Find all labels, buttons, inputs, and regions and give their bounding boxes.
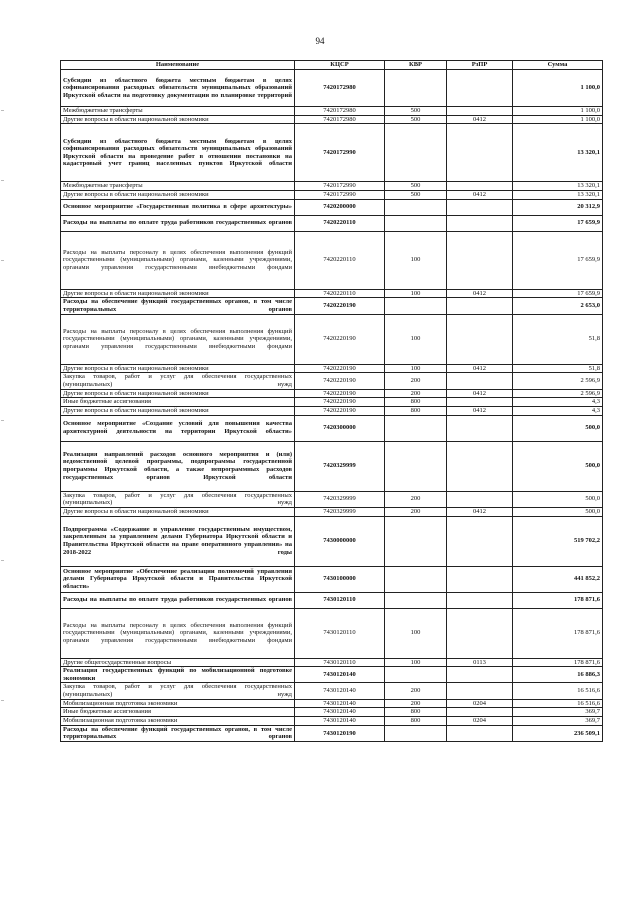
row-sum-cell: 178 871,6 xyxy=(513,608,603,658)
table-row xyxy=(61,566,603,592)
table-row xyxy=(61,491,603,507)
row-name-cell: Иные бюджетные ассигнования xyxy=(61,708,295,717)
page-number: 94 xyxy=(315,36,325,46)
row-kvr-cell xyxy=(385,124,447,182)
table-row xyxy=(61,298,603,314)
column-header-name: Наименование xyxy=(61,61,295,70)
row-kvr-cell xyxy=(385,415,447,441)
column-header-kcsr: КЦСР xyxy=(295,61,385,70)
row-kvr-cell: 500 xyxy=(385,107,447,116)
row-sum-cell: 500,0 xyxy=(513,415,603,441)
row-name-cell: Другие вопросы в области национальной экономики xyxy=(61,389,295,398)
row-sum-cell: 51,8 xyxy=(513,364,603,373)
row-sum-cell: 51,8 xyxy=(513,314,603,364)
row-sum-cell: 500,0 xyxy=(513,491,603,507)
row-kvr-cell: 200 xyxy=(385,683,447,699)
row-rzpr-cell: 0412 xyxy=(447,289,513,298)
table-row xyxy=(61,608,603,658)
table-header-row xyxy=(61,61,603,70)
row-kvr-cell: 200 xyxy=(385,389,447,398)
row-kcsr-cell: 7420220190 xyxy=(295,406,385,415)
row-name-cell: Расходы на выплаты по оплате труда работников государственных органов xyxy=(61,592,295,608)
row-name-cell: Расходы на обеспечение функций государственных органов, в том числе территориальных органов xyxy=(61,298,295,314)
row-rzpr-cell xyxy=(447,70,513,107)
row-kcsr-cell: 7420220190 xyxy=(295,314,385,364)
row-kvr-cell xyxy=(385,298,447,314)
row-rzpr-cell: 0412 xyxy=(447,364,513,373)
row-kcsr-cell: 7420220190 xyxy=(295,389,385,398)
row-rzpr-cell xyxy=(447,566,513,592)
row-kcsr-cell: 7430120140 xyxy=(295,717,385,726)
row-sum-cell: 4,3 xyxy=(513,406,603,415)
row-sum-cell: 2 596,9 xyxy=(513,389,603,398)
row-kvr-cell xyxy=(385,516,447,566)
row-kvr-cell xyxy=(385,566,447,592)
row-name-cell: Другие общегосударственные вопросы xyxy=(61,658,295,667)
row-rzpr-cell xyxy=(447,124,513,182)
row-sum-cell: 236 509,1 xyxy=(513,725,603,741)
table-row xyxy=(61,289,603,298)
row-rzpr-cell: 0204 xyxy=(447,699,513,708)
row-kvr-cell: 200 xyxy=(385,373,447,389)
row-name-cell: Основное мероприятие «Создание условий для повышения качества архитектурной деятельности на территории Иркутской области» xyxy=(61,415,295,441)
row-name-cell: Другие вопросы в области национальной экономики xyxy=(61,115,295,124)
row-sum-cell: 178 871,6 xyxy=(513,592,603,608)
row-kcsr-cell: 7420220190 xyxy=(295,398,385,407)
row-rzpr-cell xyxy=(447,199,513,215)
row-kcsr-cell: 7420300000 xyxy=(295,415,385,441)
row-kcsr-cell: 7420220110 xyxy=(295,231,385,289)
table-row xyxy=(61,107,603,116)
row-rzpr-cell xyxy=(447,683,513,699)
row-sum-cell: 17 659,9 xyxy=(513,215,603,231)
table-row xyxy=(61,667,603,683)
row-name-cell: Основное мероприятие «Обеспечение реализации полномочий управления делами Губернатора Иркутской области и Правительства Иркутской области» xyxy=(61,566,295,592)
row-kcsr-cell: 7420172980 xyxy=(295,107,385,116)
row-name-cell: Мобилизационная подготовка экономики xyxy=(61,717,295,726)
row-sum-cell: 16 886,3 xyxy=(513,667,603,683)
row-sum-cell: 2 596,9 xyxy=(513,373,603,389)
row-kcsr-cell: 7430120110 xyxy=(295,608,385,658)
row-kcsr-cell: 7430100000 xyxy=(295,566,385,592)
row-rzpr-cell xyxy=(447,107,513,116)
table-row xyxy=(61,658,603,667)
row-kvr-cell: 100 xyxy=(385,314,447,364)
row-kvr-cell xyxy=(385,215,447,231)
row-name-cell: Другие вопросы в области национальной экономики xyxy=(61,507,295,516)
row-sum-cell: 369,7 xyxy=(513,708,603,717)
row-rzpr-cell: 0113 xyxy=(447,658,513,667)
row-rzpr-cell xyxy=(447,516,513,566)
row-kcsr-cell: 7420220110 xyxy=(295,289,385,298)
row-name-cell: Расходы на обеспечение функций государственных органов, в том числе территориальных органов xyxy=(61,725,295,741)
row-sum-cell: 178 871,6 xyxy=(513,658,603,667)
row-kvr-cell xyxy=(385,725,447,741)
table-row xyxy=(61,398,603,407)
table-row xyxy=(61,683,603,699)
row-rzpr-cell xyxy=(447,667,513,683)
table-row xyxy=(61,592,603,608)
row-name-cell: Межбюджетные трансферты xyxy=(61,182,295,191)
row-name-cell: Иные бюджетные ассигнования xyxy=(61,398,295,407)
row-sum-cell: 369,7 xyxy=(513,717,603,726)
row-kcsr-cell: 7420329999 xyxy=(295,441,385,491)
row-kvr-cell xyxy=(385,667,447,683)
row-name-cell: Расходы на выплаты персоналу в целях обеспечения выполнения функций государственными (муниципальными) органами, казенными учреждениями, органами управления государственными внебюджетными фондами xyxy=(61,231,295,289)
row-sum-cell: 2 653,0 xyxy=(513,298,603,314)
row-name-cell: Межбюджетные трансферты xyxy=(61,107,295,116)
row-rzpr-cell: 0412 xyxy=(447,190,513,199)
row-rzpr-cell xyxy=(447,398,513,407)
row-sum-cell: 500,0 xyxy=(513,441,603,491)
row-name-cell: Подпрограмма «Содержание и управление государственным имуществом, закрепленным за управлением делами Губернатора Иркутской области и Правительства Иркутской области на праве оперативного управления» на 2018-2022 годы xyxy=(61,516,295,566)
row-sum-cell: 1 100,0 xyxy=(513,107,603,116)
table-row xyxy=(61,415,603,441)
row-sum-cell: 17 659,9 xyxy=(513,231,603,289)
table-row xyxy=(61,389,603,398)
row-kcsr-cell: 7420200000 xyxy=(295,199,385,215)
table-row xyxy=(61,70,603,107)
table-row xyxy=(61,199,603,215)
row-sum-cell: 519 702,2 xyxy=(513,516,603,566)
table-row xyxy=(61,215,603,231)
table-row xyxy=(61,231,603,289)
row-name-cell: Другие вопросы в области национальной экономики xyxy=(61,406,295,415)
row-rzpr-cell xyxy=(447,725,513,741)
row-kcsr-cell: 7420329999 xyxy=(295,491,385,507)
row-rzpr-cell: 0412 xyxy=(447,115,513,124)
row-kvr-cell xyxy=(385,70,447,107)
table-row xyxy=(61,124,603,182)
row-name-cell: Основное мероприятие «Государственная политика в сфере архитектуры» xyxy=(61,199,295,215)
column-header-rzpr: РзПР xyxy=(447,61,513,70)
row-kvr-cell: 800 xyxy=(385,708,447,717)
row-kcsr-cell: 7430120110 xyxy=(295,592,385,608)
row-kvr-cell xyxy=(385,199,447,215)
table-row xyxy=(61,115,603,124)
table-row xyxy=(61,507,603,516)
row-kvr-cell: 500 xyxy=(385,115,447,124)
row-name-cell: Субсидии из областного бюджета местным бюджетам в целях софинансирования расходных обязательств муниципальных образований Иркутской области на подготовку документации по планировке территорий xyxy=(61,70,295,107)
budget-table xyxy=(60,60,603,742)
row-sum-cell: 500,0 xyxy=(513,507,603,516)
row-sum-cell: 20 312,9 xyxy=(513,199,603,215)
row-rzpr-cell xyxy=(447,441,513,491)
row-sum-cell: 13 320,1 xyxy=(513,190,603,199)
row-rzpr-cell xyxy=(447,491,513,507)
row-kvr-cell: 100 xyxy=(385,231,447,289)
row-kcsr-cell: 7430120190 xyxy=(295,725,385,741)
row-name-cell: Субсидии из областного бюджета местным бюджетам в целях софинансирования расходных обязательств муниципальных образований Иркутской области на проведение работ в отношении постановки на кадастровый учет границ населенных пунктов Иркутской области xyxy=(61,124,295,182)
row-name-cell: Закупка товаров, работ и услуг для обеспечения государственных (муниципальных) нужд xyxy=(61,683,295,699)
row-name-cell: Другие вопросы в области национальной экономики xyxy=(61,190,295,199)
row-sum-cell: 13 320,1 xyxy=(513,182,603,191)
row-kvr-cell: 800 xyxy=(385,717,447,726)
table-row xyxy=(61,190,603,199)
column-header-kvr: КВР xyxy=(385,61,447,70)
row-kcsr-cell: 7430120140 xyxy=(295,667,385,683)
table-row xyxy=(61,314,603,364)
row-kcsr-cell: 7420220110 xyxy=(295,215,385,231)
table-row xyxy=(61,699,603,708)
row-kcsr-cell: 7430000000 xyxy=(295,516,385,566)
row-rzpr-cell xyxy=(447,182,513,191)
row-name-cell: Закупка товаров, работ и услуг для обеспечения государственных (муниципальных) нужд xyxy=(61,491,295,507)
row-name-cell: Реализация государственных функций по мобилизационной подготовке экономики xyxy=(61,667,295,683)
row-kcsr-cell: 7420172990 xyxy=(295,182,385,191)
row-rzpr-cell: 0204 xyxy=(447,717,513,726)
row-kcsr-cell: 7420172980 xyxy=(295,70,385,107)
row-rzpr-cell xyxy=(447,373,513,389)
row-kvr-cell: 100 xyxy=(385,608,447,658)
table-row xyxy=(61,406,603,415)
row-sum-cell: 16 516,6 xyxy=(513,683,603,699)
table-row xyxy=(61,182,603,191)
row-sum-cell: 13 320,1 xyxy=(513,124,603,182)
row-kvr-cell: 800 xyxy=(385,406,447,415)
column-header-sum: Сумма xyxy=(513,61,603,70)
row-sum-cell: 441 852,2 xyxy=(513,566,603,592)
row-kvr-cell: 200 xyxy=(385,507,447,516)
table-row xyxy=(61,708,603,717)
row-kcsr-cell: 7430120110 xyxy=(295,658,385,667)
table-body xyxy=(61,70,603,742)
row-kcsr-cell: 7420220190 xyxy=(295,373,385,389)
row-kvr-cell: 500 xyxy=(385,182,447,191)
row-rzpr-cell xyxy=(447,231,513,289)
row-rzpr-cell xyxy=(447,298,513,314)
row-name-cell: Закупка товаров, работ и услуг для обеспечения государственных (муниципальных) нужд xyxy=(61,373,295,389)
row-kvr-cell: 100 xyxy=(385,289,447,298)
row-sum-cell: 1 100,0 xyxy=(513,115,603,124)
row-name-cell: Реализация направлений расходов основного мероприятия и (или) ведомственной целевой программы, подпрограммы государственной программы Иркутской области, а также непрограммных расходов государственных органов Иркутской области xyxy=(61,441,295,491)
table-row xyxy=(61,364,603,373)
row-kcsr-cell: 7430120140 xyxy=(295,683,385,699)
row-name-cell: Расходы на выплаты персоналу в целях обеспечения выполнения функций государственными (муниципальными) органами, казенными учреждениями, органами управления государственными внебюджетными фондами xyxy=(61,314,295,364)
row-kvr-cell: 200 xyxy=(385,491,447,507)
row-rzpr-cell: 0412 xyxy=(447,389,513,398)
row-name-cell: Другие вопросы в области национальной экономики xyxy=(61,364,295,373)
row-sum-cell: 1 100,0 xyxy=(513,70,603,107)
row-kcsr-cell: 7420220190 xyxy=(295,364,385,373)
row-kcsr-cell: 7420329999 xyxy=(295,507,385,516)
row-kvr-cell: 100 xyxy=(385,658,447,667)
row-kcsr-cell: 7420172990 xyxy=(295,124,385,182)
row-kcsr-cell: 7420172990 xyxy=(295,190,385,199)
row-rzpr-cell xyxy=(447,215,513,231)
table-row xyxy=(61,725,603,741)
row-rzpr-cell: 0412 xyxy=(447,507,513,516)
scan-edge-marks xyxy=(0,0,6,905)
row-kcsr-cell: 7420172980 xyxy=(295,115,385,124)
row-kcsr-cell: 7430120140 xyxy=(295,699,385,708)
row-kvr-cell: 100 xyxy=(385,364,447,373)
row-rzpr-cell xyxy=(447,592,513,608)
row-rzpr-cell: 0412 xyxy=(447,406,513,415)
row-name-cell: Расходы на выплаты по оплате труда работников государственных органов xyxy=(61,215,295,231)
row-sum-cell: 16 516,6 xyxy=(513,699,603,708)
row-kvr-cell: 500 xyxy=(385,190,447,199)
row-kcsr-cell: 7420220190 xyxy=(295,298,385,314)
row-name-cell: Мобилизационная подготовка экономики xyxy=(61,699,295,708)
row-name-cell: Расходы на выплаты персоналу в целях обеспечения выполнения функций государственными (муниципальными) органами, казенными учреждениями, органами управления государственными внебюджетными фондами xyxy=(61,608,295,658)
row-sum-cell: 17 659,9 xyxy=(513,289,603,298)
row-kvr-cell xyxy=(385,592,447,608)
table-row xyxy=(61,717,603,726)
row-sum-cell: 4,3 xyxy=(513,398,603,407)
row-kvr-cell: 200 xyxy=(385,699,447,708)
row-rzpr-cell xyxy=(447,314,513,364)
row-rzpr-cell xyxy=(447,608,513,658)
row-kcsr-cell: 7430120140 xyxy=(295,708,385,717)
row-kvr-cell: 800 xyxy=(385,398,447,407)
row-name-cell: Другие вопросы в области национальной экономики xyxy=(61,289,295,298)
table-row xyxy=(61,516,603,566)
row-rzpr-cell xyxy=(447,415,513,441)
row-rzpr-cell xyxy=(447,708,513,717)
row-kvr-cell xyxy=(385,441,447,491)
table-row xyxy=(61,373,603,389)
table-row xyxy=(61,441,603,491)
